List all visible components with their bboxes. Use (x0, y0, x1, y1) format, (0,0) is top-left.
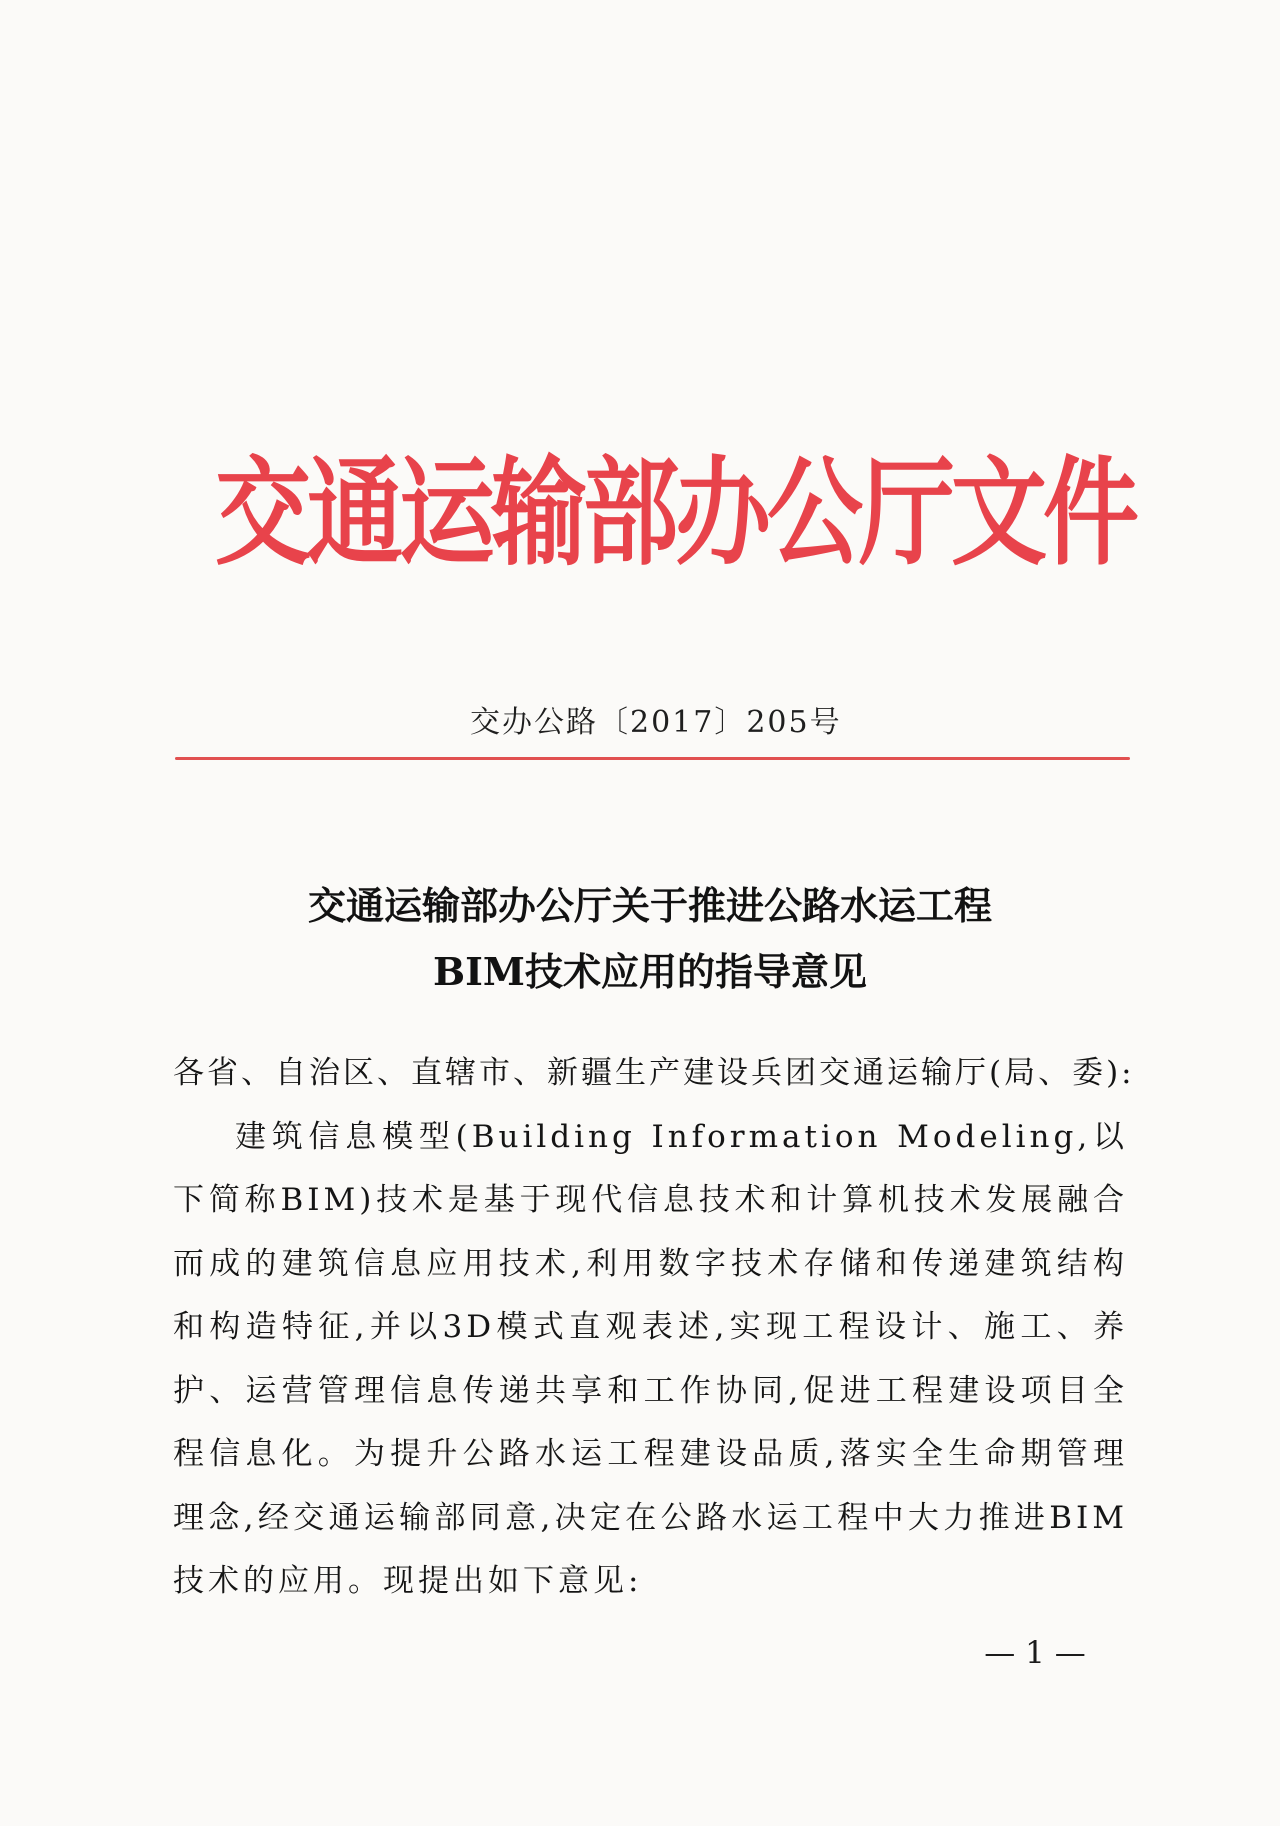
document-body (173, 1042, 1135, 1614)
document-heading (150, 873, 1150, 1005)
body-paragraph: 建筑信息模型(Building Information Modeling,以下简称BIM)技术是基于现代信息技术和计算机技术发展融合而成的建筑信息应用技术,利用数字技术存储和传递建筑结构和构造特征,并以3D模式直观表述,实现工程设计、施工、养护、运营管理信息传递共享和工作协同,促进工程建设项目全程信息化。为提升公路水运工程建设品质,落实全生命期管理理念,经交通运输部同意,决定在公路水运工程中大力推进BIM技术的应用。现提出如下意见: (173, 1118, 1128, 1599)
page-number: — 1 — (984, 1635, 1086, 1671)
document-heading-line-2: BIM技术应用的指导意见 (433, 949, 867, 994)
red-divider (175, 757, 1130, 760)
issuer-title: 交通运输部办公厅文件 (215, 443, 1135, 582)
document-heading-line-1: 交通运输部办公厅关于推进公路水运工程 (307, 883, 992, 928)
document-number: 交办公路〔2017〕205号 (470, 705, 842, 740)
salutation: 各省、自治区、直辖市、新疆生产建设兵团交通运输厅(局、委): (173, 1055, 1135, 1091)
